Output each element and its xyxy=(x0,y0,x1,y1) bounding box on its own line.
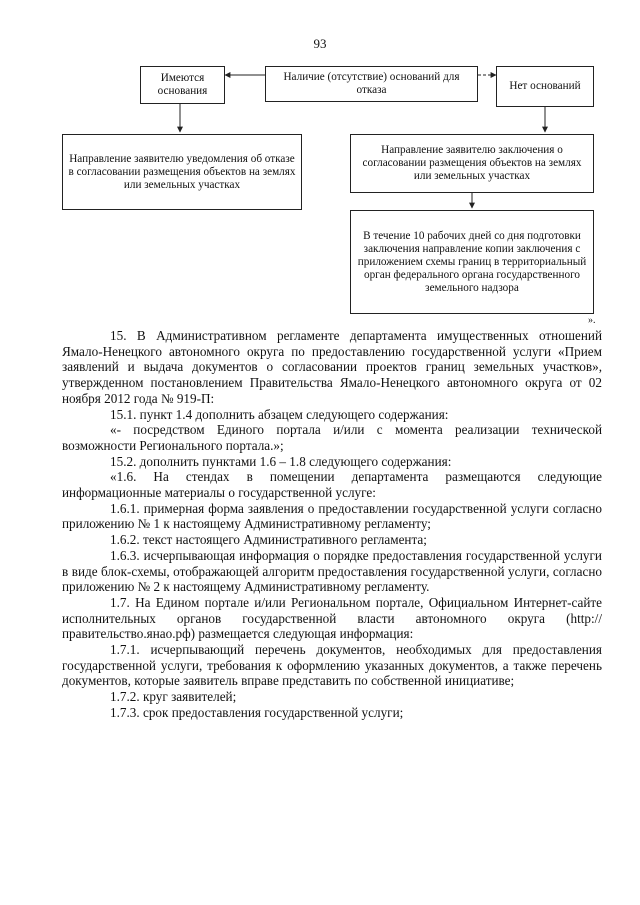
flow-box-yes: Имеются основания xyxy=(140,66,225,104)
flow-box-refusal: Направление заявителю уведомления об отказе в согласовании размещения объектов на землях или земельных участках xyxy=(62,134,302,210)
flow-box-no: Нет оснований xyxy=(496,66,594,107)
paragraph-1-6-3: 1.6.3. исчерпывающая информация о порядке предоставления государственной услуги в виде блок-схемы, отображающей алгоритм предоставления государственной услуги, согласно приложению № 2 к настоящему Административному регламенту. xyxy=(62,547,602,595)
paragraph-1-6-1: 1.6.1. примерная форма заявления о предоставлении государственной услуги согласно приложению № 1 к настоящему Административному регламенту; xyxy=(62,500,602,532)
paragraph-1-7-1: 1.7.1. исчерпывающий перечень документов, необходимых для предоставления государственной услуги, требования к оформлению указанных документов, а также перечень документов, которые заявитель вправе представить по собственной инициативе; xyxy=(62,642,602,689)
flow-box-condition: Наличие (отсутствие) оснований для отказа xyxy=(265,66,478,102)
closing-quote: ». xyxy=(588,315,596,326)
paragraph-1-6-2: 1.6.2. текст настоящего Административного регламента; xyxy=(110,532,427,548)
flow-box-notify-supervision: В течение 10 рабочих дней со дня подготовки заключения направление копии заключения с приложением схемы границ в территориальный орган федерального органа государственного земельного надзора xyxy=(350,210,594,314)
paragraph-1-7-2: 1.7.2. круг заявителей; xyxy=(110,689,237,705)
paragraph-15-1-text: «- посредством Единого портала и/или с момента реализации технической возможности Регионального портала.»; xyxy=(62,422,602,453)
paragraph-1-7: 1.7. На Едином портале и/или Региональном портале, Официальном Интернет-сайте исполнительных органов государственной власти автономного округа (http://правительство.янао.рф) размещается следующая информация: xyxy=(62,594,602,642)
paragraph-15: 15. В Административном регламенте департамента имущественных отношений Ямало-Ненецкого автономного округа по предоставлению государственной услуги «Прием заявлений и выдача документов о согласовании проектов границ земельных участков», утвержденном постановлением Правительства Ямало-Ненецкого автономного округа от 02 ноября 2012 года № 919-П: xyxy=(62,328,602,406)
paragraph-1-6: «1.6. На стендах в помещении департамента размещаются следующие информационные материалы о государственной услуге: xyxy=(62,469,602,501)
page-number: 93 xyxy=(313,36,327,51)
paragraph-1-7-3: 1.7.3. срок предоставления государственной услуги; xyxy=(110,704,404,720)
flow-box-approval: Направление заявителю заключения о согласовании размещения объектов на землях или земельных участках xyxy=(350,134,594,193)
paragraph-15-1: 15.1. пункт 1.4 дополнить абзацем следующего содержания: xyxy=(110,406,449,422)
document-body xyxy=(62,328,602,721)
paragraph-15-2: 15.2. дополнить пунктами 1.6 – 1.8 следующего содержания: xyxy=(110,453,452,469)
